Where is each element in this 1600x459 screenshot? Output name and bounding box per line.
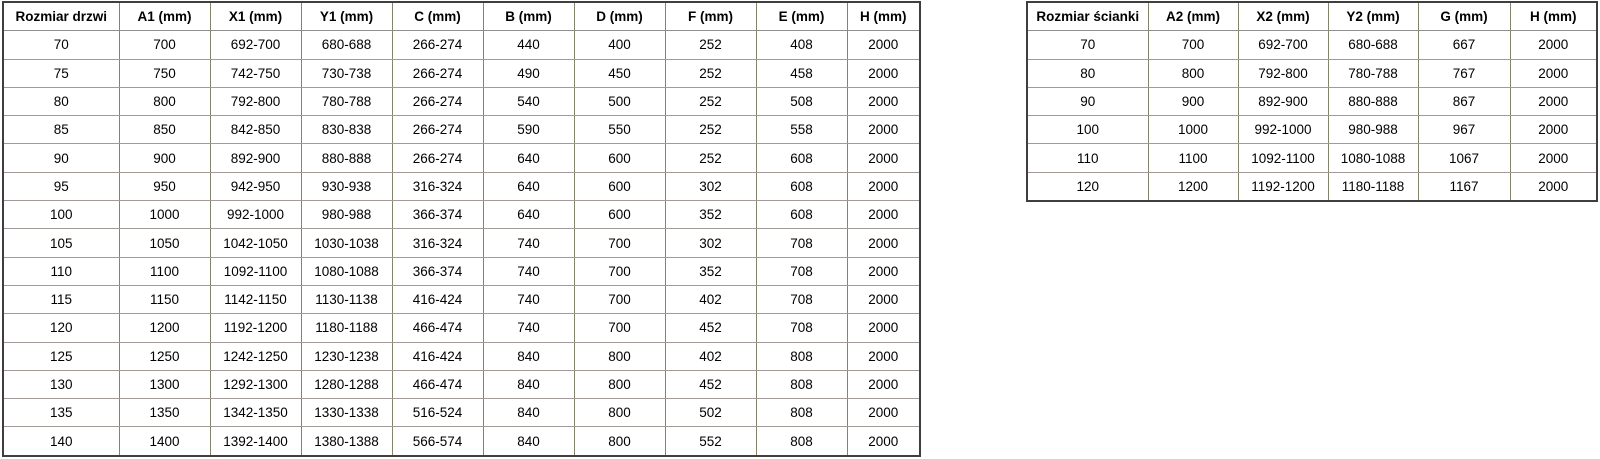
table-row bbox=[3, 59, 920, 87]
table-cell: 252 bbox=[665, 144, 756, 172]
table-cell: 2000 bbox=[847, 399, 920, 427]
door-table-header-row bbox=[3, 2, 920, 31]
column-header: B (mm) bbox=[483, 2, 574, 31]
table-cell: 800 bbox=[1148, 59, 1238, 87]
table-cell: 1180-1188 bbox=[1328, 172, 1418, 201]
column-header: A2 (mm) bbox=[1148, 2, 1238, 31]
table-cell: 867 bbox=[1418, 87, 1510, 115]
table-cell: 640 bbox=[483, 201, 574, 229]
table-row bbox=[1027, 172, 1597, 201]
column-header: E (mm) bbox=[756, 2, 847, 31]
column-header: G (mm) bbox=[1418, 2, 1510, 31]
table-cell: 1200 bbox=[1148, 172, 1238, 201]
table-cell: 1250 bbox=[119, 342, 210, 370]
table-cell: 840 bbox=[483, 370, 574, 398]
table-cell: 600 bbox=[574, 144, 665, 172]
table-cell: 2000 bbox=[847, 201, 920, 229]
table-cell: 2000 bbox=[847, 229, 920, 257]
table-cell: 252 bbox=[665, 31, 756, 59]
column-header: X1 (mm) bbox=[210, 2, 301, 31]
table-cell: 316-324 bbox=[392, 229, 483, 257]
table-cell: 808 bbox=[756, 427, 847, 456]
table-cell: 740 bbox=[483, 285, 574, 313]
table-cell: 842-850 bbox=[210, 116, 301, 144]
table-cell: 466-474 bbox=[392, 370, 483, 398]
table-row bbox=[1027, 31, 1597, 59]
table-cell: 1050 bbox=[119, 229, 210, 257]
table-cell: 850 bbox=[119, 116, 210, 144]
table-row bbox=[3, 201, 920, 229]
table-cell: 2000 bbox=[847, 285, 920, 313]
table-row bbox=[1027, 87, 1597, 115]
table-cell: 80 bbox=[1027, 59, 1148, 87]
table-cell: 780-788 bbox=[301, 87, 392, 115]
table-cell: 352 bbox=[665, 201, 756, 229]
table-cell: 2000 bbox=[847, 314, 920, 342]
table-cell: 1200 bbox=[119, 314, 210, 342]
table-cell: 1167 bbox=[1418, 172, 1510, 201]
table-cell: 740 bbox=[483, 257, 574, 285]
table-cell: 1092-1100 bbox=[1238, 144, 1328, 172]
table-cell: 95 bbox=[3, 172, 119, 200]
table-row bbox=[3, 144, 920, 172]
table-cell: 667 bbox=[1418, 31, 1510, 59]
table-cell: 266-274 bbox=[392, 87, 483, 115]
table-cell: 2000 bbox=[847, 427, 920, 456]
table-cell: 1300 bbox=[119, 370, 210, 398]
table-cell: 1242-1250 bbox=[210, 342, 301, 370]
table-cell: 105 bbox=[3, 229, 119, 257]
table-cell: 466-474 bbox=[392, 314, 483, 342]
table-cell: 516-524 bbox=[392, 399, 483, 427]
table-cell: 700 bbox=[1148, 31, 1238, 59]
table-cell: 400 bbox=[574, 31, 665, 59]
table-cell: 2000 bbox=[1510, 87, 1597, 115]
table-cell: 1280-1288 bbox=[301, 370, 392, 398]
column-header: Y2 (mm) bbox=[1328, 2, 1418, 31]
table-cell: 1380-1388 bbox=[301, 427, 392, 456]
table-cell: 1180-1188 bbox=[301, 314, 392, 342]
table-cell: 2000 bbox=[847, 31, 920, 59]
column-header: F (mm) bbox=[665, 2, 756, 31]
wall-table-header-row bbox=[1027, 2, 1597, 31]
door-size-table bbox=[2, 1, 921, 457]
table-cell: 800 bbox=[574, 427, 665, 456]
table-cell: 600 bbox=[574, 172, 665, 200]
table-cell: 100 bbox=[1027, 116, 1148, 144]
table-cell: 1230-1238 bbox=[301, 342, 392, 370]
table-cell: 780-788 bbox=[1328, 59, 1418, 87]
table-cell: 700 bbox=[574, 229, 665, 257]
table-row bbox=[3, 427, 920, 456]
table-cell: 1330-1338 bbox=[301, 399, 392, 427]
table-row bbox=[3, 257, 920, 285]
table-cell: 316-324 bbox=[392, 172, 483, 200]
table-cell: 980-988 bbox=[1328, 116, 1418, 144]
table-cell: 550 bbox=[574, 116, 665, 144]
table-cell: 75 bbox=[3, 59, 119, 87]
table-cell: 800 bbox=[574, 399, 665, 427]
table-cell: 900 bbox=[119, 144, 210, 172]
table-cell: 120 bbox=[1027, 172, 1148, 201]
table-cell: 992-1000 bbox=[1238, 116, 1328, 144]
column-header: Y1 (mm) bbox=[301, 2, 392, 31]
table-cell: 1342-1350 bbox=[210, 399, 301, 427]
table-cell: 640 bbox=[483, 172, 574, 200]
table-cell: 1150 bbox=[119, 285, 210, 313]
table-cell: 266-274 bbox=[392, 144, 483, 172]
table-cell: 110 bbox=[1027, 144, 1148, 172]
table-row bbox=[3, 342, 920, 370]
table-cell: 2000 bbox=[847, 342, 920, 370]
table-cell: 566-574 bbox=[392, 427, 483, 456]
table-cell: 700 bbox=[574, 257, 665, 285]
table-cell: 740 bbox=[483, 314, 574, 342]
table-cell: 808 bbox=[756, 370, 847, 398]
table-row bbox=[3, 399, 920, 427]
table-cell: 2000 bbox=[1510, 172, 1597, 201]
table-cell: 708 bbox=[756, 314, 847, 342]
table-cell: 942-950 bbox=[210, 172, 301, 200]
table-cell: 608 bbox=[756, 172, 847, 200]
table-cell: 830-838 bbox=[301, 116, 392, 144]
table-cell: 552 bbox=[665, 427, 756, 456]
table-row bbox=[1027, 116, 1597, 144]
table-cell: 1100 bbox=[119, 257, 210, 285]
table-cell: 90 bbox=[1027, 87, 1148, 115]
table-cell: 452 bbox=[665, 370, 756, 398]
table-cell: 742-750 bbox=[210, 59, 301, 87]
column-header: D (mm) bbox=[574, 2, 665, 31]
column-header: Rozmiar ścianki bbox=[1027, 2, 1148, 31]
table-cell: 800 bbox=[574, 370, 665, 398]
table-cell: 90 bbox=[3, 144, 119, 172]
table-cell: 808 bbox=[756, 399, 847, 427]
table-cell: 680-688 bbox=[301, 31, 392, 59]
table-cell: 402 bbox=[665, 342, 756, 370]
table-cell: 800 bbox=[574, 342, 665, 370]
table-cell: 100 bbox=[3, 201, 119, 229]
table-cell: 458 bbox=[756, 59, 847, 87]
table-cell: 402 bbox=[665, 285, 756, 313]
table-cell: 1092-1100 bbox=[210, 257, 301, 285]
table-cell: 892-900 bbox=[210, 144, 301, 172]
column-header: A1 (mm) bbox=[119, 2, 210, 31]
table-cell: 2000 bbox=[847, 144, 920, 172]
table-row bbox=[3, 31, 920, 59]
table-cell: 2000 bbox=[1510, 116, 1597, 144]
table-cell: 980-988 bbox=[301, 201, 392, 229]
table-cell: 266-274 bbox=[392, 59, 483, 87]
table-cell: 416-424 bbox=[392, 285, 483, 313]
table-cell: 440 bbox=[483, 31, 574, 59]
table-cell: 800 bbox=[119, 87, 210, 115]
table-row bbox=[1027, 144, 1597, 172]
table-cell: 992-1000 bbox=[210, 201, 301, 229]
table-cell: 608 bbox=[756, 144, 847, 172]
table-cell: 930-938 bbox=[301, 172, 392, 200]
table-cell: 640 bbox=[483, 144, 574, 172]
table-row bbox=[3, 229, 920, 257]
table-cell: 608 bbox=[756, 201, 847, 229]
table-cell: 502 bbox=[665, 399, 756, 427]
table-cell: 252 bbox=[665, 87, 756, 115]
table-cell: 692-700 bbox=[210, 31, 301, 59]
table-cell: 880-888 bbox=[301, 144, 392, 172]
table-cell: 366-374 bbox=[392, 257, 483, 285]
table-cell: 1392-1400 bbox=[210, 427, 301, 456]
table-cell: 950 bbox=[119, 172, 210, 200]
table-cell: 1192-1200 bbox=[1238, 172, 1328, 201]
column-header: C (mm) bbox=[392, 2, 483, 31]
table-cell: 1080-1088 bbox=[301, 257, 392, 285]
column-header: Rozmiar drzwi bbox=[3, 2, 119, 31]
table-cell: 892-900 bbox=[1238, 87, 1328, 115]
table-cell: 135 bbox=[3, 399, 119, 427]
table-cell: 1292-1300 bbox=[210, 370, 301, 398]
table-cell: 590 bbox=[483, 116, 574, 144]
table-cell: 792-800 bbox=[210, 87, 301, 115]
table-cell: 767 bbox=[1418, 59, 1510, 87]
table-cell: 750 bbox=[119, 59, 210, 87]
table-cell: 252 bbox=[665, 116, 756, 144]
table-cell: 558 bbox=[756, 116, 847, 144]
table-cell: 692-700 bbox=[1238, 31, 1328, 59]
table-cell: 1030-1038 bbox=[301, 229, 392, 257]
table-cell: 880-888 bbox=[1328, 87, 1418, 115]
table-cell: 1142-1150 bbox=[210, 285, 301, 313]
table-cell: 2000 bbox=[847, 87, 920, 115]
table-cell: 1350 bbox=[119, 399, 210, 427]
table-cell: 2000 bbox=[847, 172, 920, 200]
table-cell: 540 bbox=[483, 87, 574, 115]
table-cell: 900 bbox=[1148, 87, 1238, 115]
table-cell: 2000 bbox=[847, 370, 920, 398]
table-cell: 967 bbox=[1418, 116, 1510, 144]
table-cell: 490 bbox=[483, 59, 574, 87]
table-cell: 792-800 bbox=[1238, 59, 1328, 87]
table-cell: 840 bbox=[483, 342, 574, 370]
table-row bbox=[3, 116, 920, 144]
table-cell: 80 bbox=[3, 87, 119, 115]
table-cell: 2000 bbox=[1510, 31, 1597, 59]
table-cell: 130 bbox=[3, 370, 119, 398]
table-cell: 266-274 bbox=[392, 31, 483, 59]
table-cell: 1000 bbox=[119, 201, 210, 229]
table-cell: 2000 bbox=[1510, 59, 1597, 87]
table-cell: 450 bbox=[574, 59, 665, 87]
table-cell: 352 bbox=[665, 257, 756, 285]
table-cell: 1067 bbox=[1418, 144, 1510, 172]
table-cell: 302 bbox=[665, 229, 756, 257]
table-cell: 708 bbox=[756, 229, 847, 257]
table-cell: 700 bbox=[119, 31, 210, 59]
table-cell: 302 bbox=[665, 172, 756, 200]
table-cell: 452 bbox=[665, 314, 756, 342]
table-cell: 120 bbox=[3, 314, 119, 342]
table-cell: 700 bbox=[574, 285, 665, 313]
table-cell: 1400 bbox=[119, 427, 210, 456]
table-cell: 1042-1050 bbox=[210, 229, 301, 257]
table-cell: 70 bbox=[1027, 31, 1148, 59]
table-cell: 1100 bbox=[1148, 144, 1238, 172]
wall-size-table bbox=[1026, 1, 1598, 202]
table-cell: 2000 bbox=[1510, 144, 1597, 172]
table-cell: 508 bbox=[756, 87, 847, 115]
table-cell: 140 bbox=[3, 427, 119, 456]
table-row bbox=[3, 314, 920, 342]
table-cell: 110 bbox=[3, 257, 119, 285]
table-cell: 1080-1088 bbox=[1328, 144, 1418, 172]
table-cell: 115 bbox=[3, 285, 119, 313]
column-header: H (mm) bbox=[847, 2, 920, 31]
table-cell: 500 bbox=[574, 87, 665, 115]
column-header: X2 (mm) bbox=[1238, 2, 1328, 31]
table-cell: 730-738 bbox=[301, 59, 392, 87]
table-cell: 708 bbox=[756, 285, 847, 313]
table-cell: 840 bbox=[483, 427, 574, 456]
table-cell: 700 bbox=[574, 314, 665, 342]
table-cell: 740 bbox=[483, 229, 574, 257]
table-row bbox=[3, 285, 920, 313]
table-row bbox=[3, 370, 920, 398]
table-cell: 1130-1138 bbox=[301, 285, 392, 313]
column-header: H (mm) bbox=[1510, 2, 1597, 31]
table-cell: 1000 bbox=[1148, 116, 1238, 144]
table-cell: 2000 bbox=[847, 59, 920, 87]
table-cell: 85 bbox=[3, 116, 119, 144]
table-row bbox=[1027, 59, 1597, 87]
table-cell: 2000 bbox=[847, 257, 920, 285]
table-cell: 708 bbox=[756, 257, 847, 285]
table-cell: 680-688 bbox=[1328, 31, 1418, 59]
table-cell: 266-274 bbox=[392, 116, 483, 144]
table-cell: 366-374 bbox=[392, 201, 483, 229]
table-cell: 70 bbox=[3, 31, 119, 59]
table-cell: 600 bbox=[574, 201, 665, 229]
table-cell: 408 bbox=[756, 31, 847, 59]
table-cell: 416-424 bbox=[392, 342, 483, 370]
table-cell: 252 bbox=[665, 59, 756, 87]
table-row bbox=[3, 172, 920, 200]
table-cell: 125 bbox=[3, 342, 119, 370]
table-row bbox=[3, 87, 920, 115]
table-cell: 808 bbox=[756, 342, 847, 370]
table-cell: 2000 bbox=[847, 116, 920, 144]
table-cell: 1192-1200 bbox=[210, 314, 301, 342]
table-cell: 840 bbox=[483, 399, 574, 427]
